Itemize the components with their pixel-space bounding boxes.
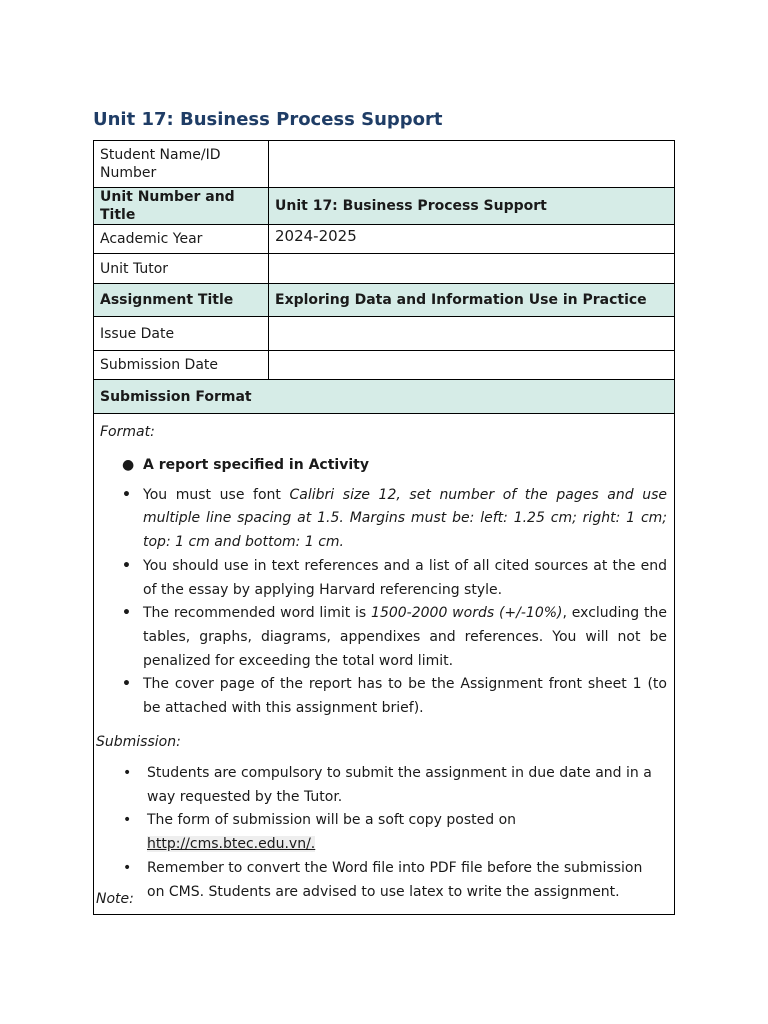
bullet-icon: • <box>123 859 132 876</box>
submission-bullets <box>96 762 661 904</box>
list-item <box>96 857 661 904</box>
bullet-text: Students are compulsory to submit the assignment in due date and in a way requested by the Tutor. <box>147 765 652 805</box>
bullet-icon: • <box>123 765 132 781</box>
assignment-label: Assignment Title <box>94 284 269 317</box>
student-label: Student Name/ID Number <box>94 141 269 188</box>
unit-label: Unit Number and Title <box>94 188 269 225</box>
unit-row <box>94 188 675 225</box>
year-label: Academic Year <box>94 225 269 254</box>
assignment-value: Exploring Data and Information Use in Practice <box>269 284 675 317</box>
year-value: 2024-2025 <box>269 225 675 254</box>
format-content-row <box>94 414 675 915</box>
tutor-row <box>94 254 675 284</box>
note-label: Note: <box>96 891 134 907</box>
bullet-text-italic: 1500-2000 words (+/-10%) <box>371 605 563 622</box>
student-row <box>94 141 675 188</box>
bullet-icon: • <box>122 557 131 574</box>
assignment-brief-table <box>93 140 675 915</box>
bullet-icon: • <box>122 676 131 693</box>
bullet-text-italic: Calibri size 12, set number of the pages and use multiple line spacing at 1.5. Margins must be: left: 1.25 cm; right: 1 cm; top: 1 cm and bottom: 1 cm. <box>143 486 667 551</box>
format-label: Format: <box>100 424 155 440</box>
format-content <box>94 414 674 914</box>
submission-date-value <box>269 351 675 380</box>
list-item <box>100 454 667 478</box>
bullet-text: You should use in text references and a list of all cited sources at the end of the essay by applying Harvard referencing style. <box>143 557 667 598</box>
list-item <box>100 484 667 555</box>
bullet-text: The recommended word limit is <box>143 605 372 622</box>
list-item <box>96 809 661 856</box>
assignment-row <box>94 284 675 317</box>
bullet-icon: • <box>123 812 132 829</box>
bullet-text: The cover page of the report has to be the Assignment front sheet 1 (to be attached with this assignment brief). <box>143 676 667 717</box>
list-item <box>100 673 667 720</box>
issue-row <box>94 317 675 351</box>
submission-label: Submission: <box>96 734 181 750</box>
cms-link[interactable]: http://cms.btec.edu.vn/. <box>147 836 316 853</box>
list-item <box>100 555 667 602</box>
list-item <box>100 602 667 673</box>
submission-date-row <box>94 351 675 380</box>
bullet-text: You must use font <box>143 486 290 503</box>
issue-label: Issue Date <box>94 317 269 351</box>
tutor-label: Unit Tutor <box>94 254 269 284</box>
year-row <box>94 225 675 254</box>
tutor-value <box>269 254 675 284</box>
bullet-text: Remember to convert the Word file into PDF file before the submission on CMS. Students are advised to use latex to write the assignment. <box>147 859 643 900</box>
bullet-text: A report specified in Activity <box>143 457 369 473</box>
issue-value <box>269 317 675 351</box>
submission-format-label: Submission Format <box>94 380 675 414</box>
unit-value: Unit 17: Business Process Support <box>269 188 675 225</box>
bullet-icon: • <box>122 605 131 622</box>
bullet-text: The form of submission will be a soft copy posted on <box>147 812 517 829</box>
student-value <box>269 141 675 188</box>
bullet-icon: ● <box>122 457 135 473</box>
bullet-text: , excluding the tables, graphs, diagrams, appendixes and references. You will not be penalized for exceeding the total word limit. <box>143 605 668 669</box>
format-bullets <box>100 454 667 721</box>
list-item <box>96 762 661 809</box>
submission-date-label: Submission Date <box>94 351 269 380</box>
bullet-icon: • <box>122 486 131 503</box>
submission-format-row <box>94 380 675 414</box>
page-title: Unit 17: Business Process Support <box>93 109 443 130</box>
